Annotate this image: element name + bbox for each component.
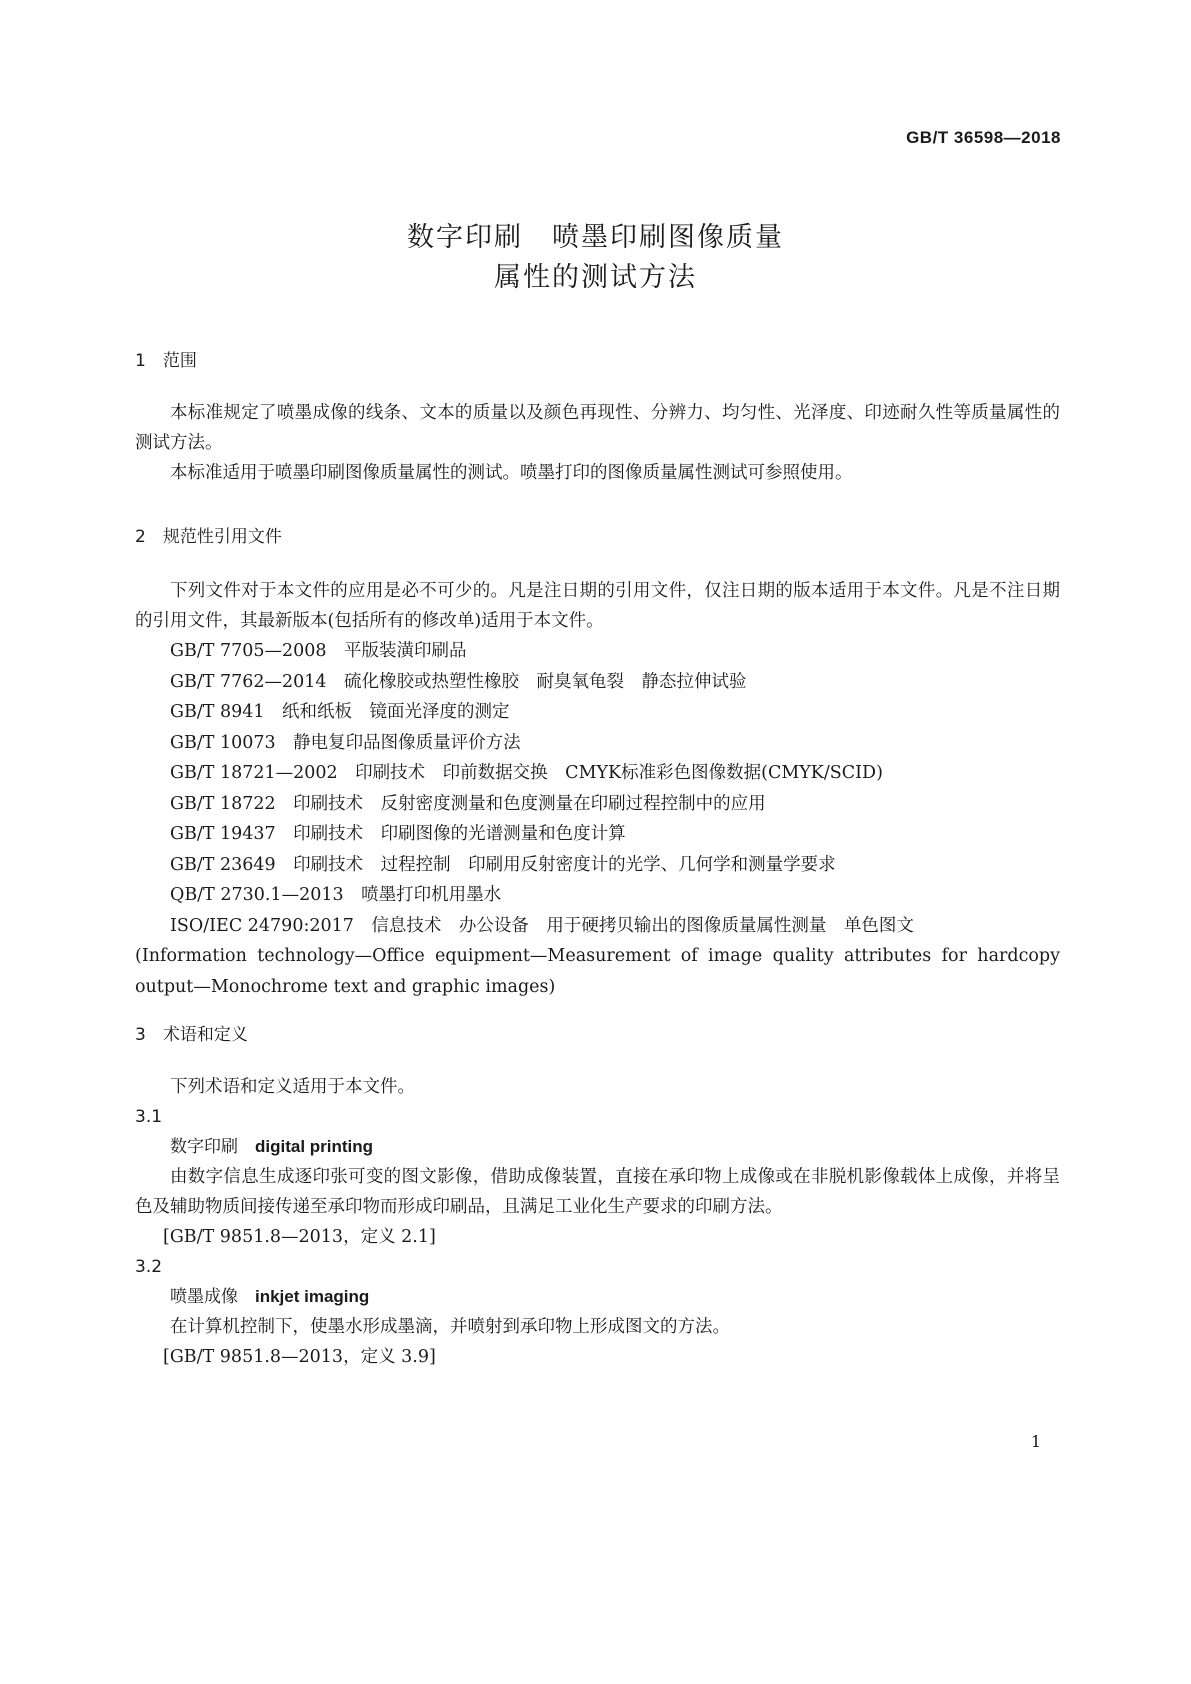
reference-item: GB/T 8941 纸和纸板 镜面光泽度的测定 xyxy=(170,702,510,722)
term-name xyxy=(135,1132,1060,1162)
section-3-intro: 下列术语和定义适用于本文件。 xyxy=(170,1077,415,1097)
section-2-intro: 下列文件对于本文件的应用是必不可少的。凡是注日期的引用文件，仅注日期的版本适用于本文件。凡是不注日期的引用文件，其最新版本(包括所有的修改单)适用于本文件。 xyxy=(135,581,1060,631)
reference-item: QB/T 2730.1—2013 喷墨打印机用墨水 xyxy=(170,885,502,905)
title-line-2: 属性的测试方法 xyxy=(494,262,697,293)
term-name xyxy=(135,1282,1060,1312)
term-definition: 在计算机控制下，使墨水形成墨滴，并喷射到承印物上形成图文的方法。 xyxy=(170,1317,730,1337)
reference-item: ISO/IEC 24790:2017 信息技术 办公设备 用于硬拷贝输出的图像质量属性测量 单色图文 xyxy=(170,915,914,936)
reference-item: GB/T 7762—2014 硫化橡胶或热塑性橡胶 耐臭氧龟裂 静态拉伸试验 xyxy=(170,671,747,692)
section-3-body xyxy=(135,1072,1060,1372)
reference-item: GB/T 10073 静电复印品图像质量评价方法 xyxy=(170,732,521,753)
term-number: 3.2 xyxy=(135,1257,163,1277)
term-definition: 由数字信息生成逐印张可变的图文影像，借助成像装置，直接在承印物上成像或在非脱机影像载体上成像，并将呈色及辅助物质间接传递至承印物而形成印刷品，且满足工业化生产要求的印刷方法。 xyxy=(135,1167,1060,1217)
section-1-body xyxy=(135,398,1060,488)
document-title xyxy=(0,218,1191,298)
standard-code: GB/T 36598—2018 xyxy=(906,128,1061,147)
term-source: [GB/T 9851.8—2013，定义 3.9] xyxy=(163,1347,436,1367)
reference-continuation: (Information technology—Office equipment—Measurement of image quality attributes for hardcopy output—Monochrome text and graphic images) xyxy=(135,946,1060,997)
section-1-paragraph: 本标准规定了喷墨成像的线条、文本的质量以及颜色再现性、分辨力、均匀性、光泽度、印迹耐久性等质量属性的测试方法。 xyxy=(135,403,1060,453)
term-number: 3.1 xyxy=(135,1107,163,1127)
section-1-paragraph: 本标准适用于喷墨印刷图像质量属性的测试。喷墨打印的图像质量属性测试可参照使用。 xyxy=(170,463,853,483)
term-name-zh: 喷墨成像 xyxy=(170,1287,238,1307)
reference-item: GB/T 7705—2008 平版装潢印刷品 xyxy=(170,641,467,661)
term-name-en: inkjet imaging xyxy=(255,1287,370,1306)
section-2-body xyxy=(135,576,1060,1002)
term-name-en: digital printing xyxy=(255,1137,374,1156)
reference-item: GB/T 18721—2002 印刷技术 印前数据交换 CMYK标准彩色图像数据(CMYK/SCID) xyxy=(170,763,883,783)
section-1-heading: 1 范围 xyxy=(135,351,197,371)
term-name-zh: 数字印刷 xyxy=(170,1137,238,1157)
section-2-heading: 2 规范性引用文件 xyxy=(135,527,282,547)
title-line-1: 数字印刷 喷墨印刷图像质量 xyxy=(407,222,784,253)
reference-item: GB/T 19437 印刷技术 印刷图像的光谱测量和色度计算 xyxy=(170,824,626,844)
reference-item: GB/T 23649 印刷技术 过程控制 印刷用反射密度计的光学、几何学和测量学要求 xyxy=(170,854,836,875)
page-number: 1 xyxy=(1030,1432,1041,1451)
section-3-heading: 3 术语和定义 xyxy=(135,1025,248,1045)
reference-item: GB/T 18722 印刷技术 反射密度测量和色度测量在印刷过程控制中的应用 xyxy=(170,793,766,814)
term-source: [GB/T 9851.8—2013，定义 2.1] xyxy=(163,1227,436,1247)
